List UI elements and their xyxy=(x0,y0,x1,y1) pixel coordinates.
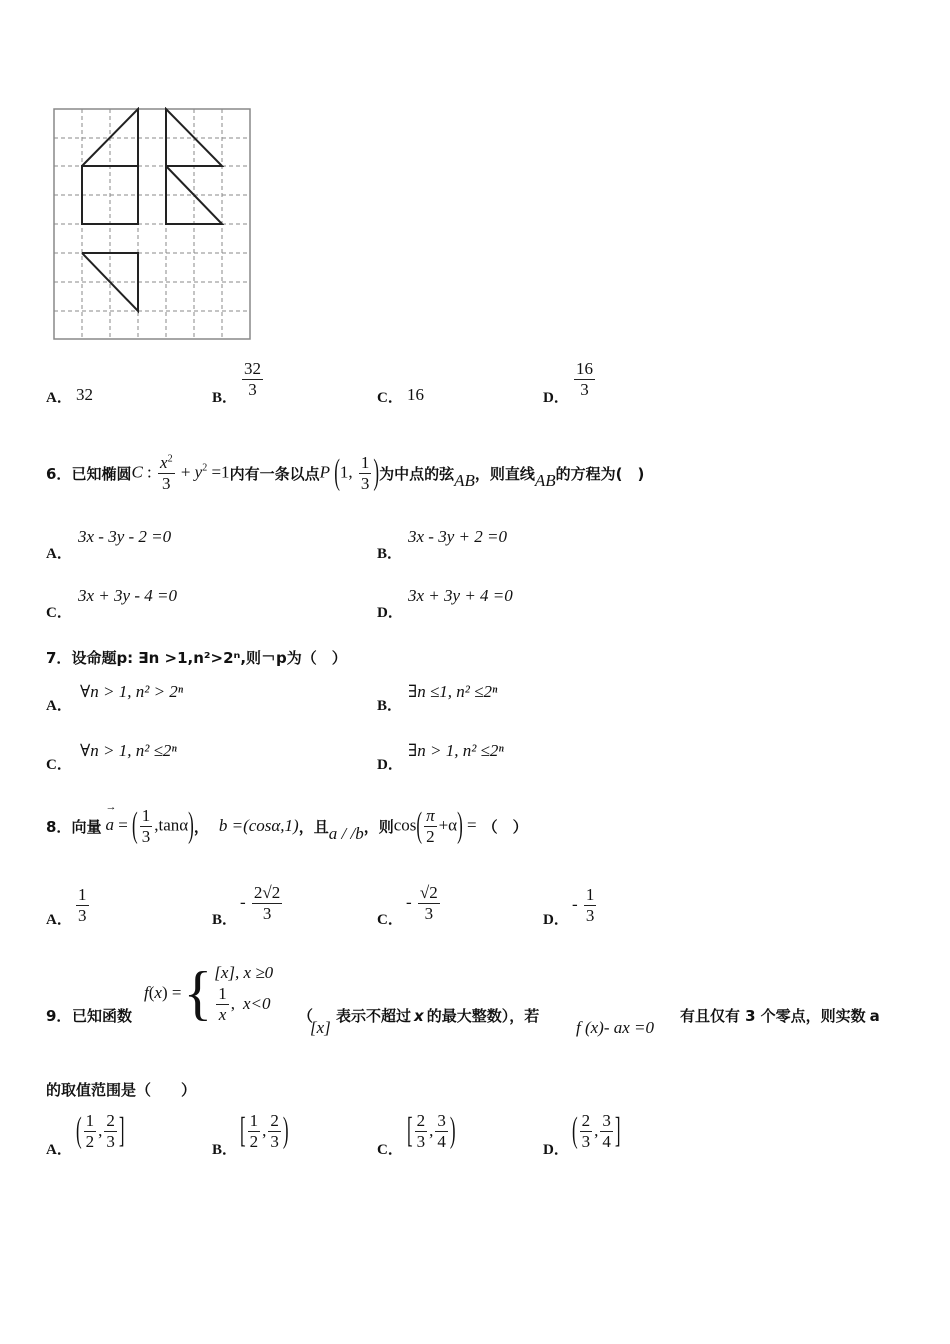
question-6 xyxy=(46,448,644,498)
q7-option-b: ∃n ≤1, n² ≤2ⁿ xyxy=(408,682,498,701)
q9-option-a-label: A． xyxy=(46,1142,72,1158)
q9-option-a: ( $\frac{1}{2}$ , $\frac{2}{3}$ ] xyxy=(76,1110,125,1151)
q7-option-d: ∃n > 1, n² ≤2ⁿ xyxy=(408,741,504,760)
q8-parallel: a / /b xyxy=(328,824,364,843)
q9-text-1: 已知函数 xyxy=(72,1007,133,1025)
q6-text-1: 已知椭圆 xyxy=(71,464,132,483)
option-c-value: 16 xyxy=(407,385,424,404)
q9-option-c-label: C． xyxy=(377,1142,403,1158)
q8-cos-expression: cos( $\frac{\pi}{2}$ +α) = xyxy=(393,805,477,846)
three-view-grid-figure xyxy=(52,107,252,342)
q8-vector-a: a → = ( $\frac{1}{3}$ ,tanα) xyxy=(105,800,194,846)
q8-option-d-label: D． xyxy=(543,912,569,928)
q7-option-d-label: D． xyxy=(377,757,403,773)
q6-option-d: 3x + 3y + 4 =0 xyxy=(408,586,513,605)
q6-option-c: 3x + 3y - 4 =0 xyxy=(78,586,177,605)
q9-text-line2: 的取值范围是（ ） xyxy=(46,1081,197,1099)
option-b-label: B． xyxy=(212,390,238,406)
q7-option-c: ∀n > 1, n² ≤2ⁿ xyxy=(80,741,177,760)
option-a-label: A． xyxy=(46,390,72,406)
q9-option-c: [ $\frac{2}{3}$ , $\frac{3}{4}$ ) xyxy=(407,1110,456,1151)
q9-equation: f (x)- ax =0 xyxy=(576,1018,655,1037)
q6-line-ab: AB xyxy=(534,471,556,490)
q9-option-b-label: B． xyxy=(212,1142,238,1158)
q8-text-5: （ ） xyxy=(482,817,528,836)
q8-option-c-label: C． xyxy=(377,912,403,928)
q7-text: 设命题p: ∃n >1,n²>2ⁿ,则￢p为（ ） xyxy=(71,649,347,667)
q8-option-c: - $\frac{√2}{3}$ xyxy=(406,883,438,923)
question-8 xyxy=(46,798,528,854)
q6-option-b: 3x - 3y + 2 =0 xyxy=(408,527,507,546)
question-7 xyxy=(46,647,347,668)
q6-option-a-label: A． xyxy=(46,546,72,562)
q6-option-b-label: B． xyxy=(377,546,403,562)
q9-option-d: ( $\frac{2}{3}$ , $\frac{3}{4}$ ] xyxy=(572,1110,621,1151)
q9-piecewise-function: f ( x ) = { [x], x ≥0 $\frac{1}{x}$ , x<0 xyxy=(144,960,274,1027)
q6-ellipse-equation: C : $\frac{x^2}{3}$ + $y^2 =1$ xyxy=(131,452,230,493)
q6-option-d-label: D． xyxy=(377,605,403,621)
option-a-value: 32 xyxy=(76,385,93,404)
q8-text-4: ，则 xyxy=(363,817,394,836)
q9-text-3: 表示不超过 x 的最大整数），若 xyxy=(336,1007,540,1025)
q6-text-3: 为中点的弦 xyxy=(379,464,455,483)
option-d-fraction: $\frac{16}{3}$ xyxy=(576,359,593,399)
q6-chord-ab: AB xyxy=(454,471,475,490)
q9-number: 9． xyxy=(46,1007,72,1025)
q8-text-2: ， xyxy=(193,817,209,836)
q8-text-1: 向量 xyxy=(71,817,102,836)
q6-number: 6． xyxy=(46,464,72,483)
option-c-label: C． xyxy=(377,390,403,406)
option-d-label: D． xyxy=(543,390,569,406)
q9-option-b: [ $\frac{1}{2}$ , $\frac{2}{3}$ ) xyxy=(240,1110,289,1151)
q9-text-4: 有且仅有 3 个零点，则实数 a xyxy=(680,1007,880,1025)
q7-option-b-label: B． xyxy=(377,698,403,714)
q8-option-d: - $\frac{1}{3}$ xyxy=(572,885,595,925)
q8-option-a-label: A． xyxy=(46,912,72,928)
q9-floor-x: [x] xyxy=(310,1018,331,1037)
q9-text-2: （ xyxy=(298,1007,314,1025)
q9-option-d-label: D． xyxy=(543,1142,569,1158)
q6-text-5: 的方程为( ) xyxy=(555,464,645,483)
q8-option-a: $\frac{1}{3}$ xyxy=(78,885,87,925)
q8-option-b: - $\frac{2√2}{3}$ xyxy=(240,883,281,923)
q7-number: 7． xyxy=(46,649,72,667)
option-b-fraction: $\frac{32}{3}$ xyxy=(244,359,261,399)
q7-option-c-label: C． xyxy=(46,757,72,773)
q6-point-p: P (1, $\frac{1}{3}$ ) xyxy=(319,452,380,493)
q6-option-c-label: C． xyxy=(46,605,72,621)
q8-option-b-label: B． xyxy=(212,912,238,928)
q7-option-a-label: A． xyxy=(46,698,72,714)
q6-option-a: 3x - 3y - 2 =0 xyxy=(78,527,172,546)
q6-text-2: 内有一条以点 xyxy=(229,464,320,483)
q6-text-4: ，则直线 xyxy=(474,464,535,483)
q8-vector-b: b =(cosα,1) xyxy=(218,816,299,835)
q7-option-a: ∀n > 1, n² > 2ⁿ xyxy=(80,682,184,701)
q8-number: 8． xyxy=(46,817,72,836)
q8-text-3: ，且 xyxy=(298,817,329,836)
